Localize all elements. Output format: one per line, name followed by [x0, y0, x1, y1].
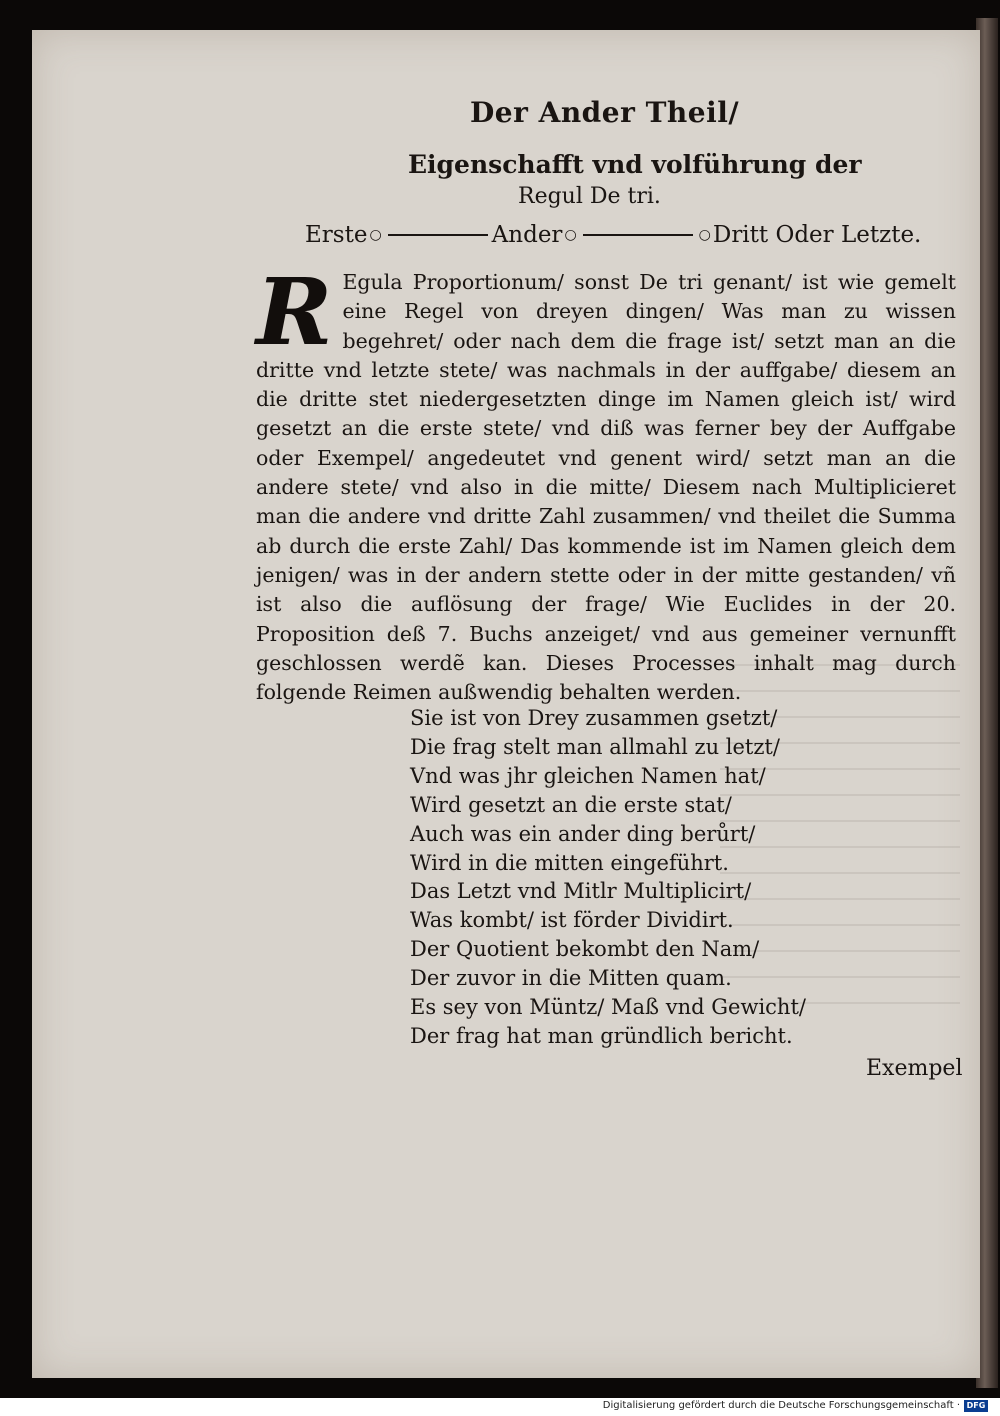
scheme-third: Dritt Oder Letzte.	[712, 222, 922, 248]
verse-line: Der zuvor in die Mitten quam.	[410, 966, 732, 991]
circle-marker-icon: ○	[698, 227, 711, 243]
verse-line: Vnd was jhr gleichen Namen hat/	[410, 763, 766, 788]
body-paragraph	[256, 258, 956, 707]
verse-line: Der Quotient bekombt den Nam/	[410, 937, 760, 962]
verse-line: Wird gesetzt an die erste stat/	[410, 792, 732, 817]
verse-line: Das Letzt vnd Mitlr Multiplicirt/	[410, 879, 752, 904]
body-paragraph-text: Egula Proportionum/ sonst De tri genant/ ist wie gemelt eine Regel von dreyen dingen/ Was man zu wissen begehret/ oder nach dem die frage ist/ setzt man an die dritte vnd letzte stete/ was nachmals in der auffgabe/ diesem an die dritte stet niedergesetzten dinge im Namen gleich ist/ wird gesetzt an die erste stete/ vnd diß was ferner bey der Auffgabe oder Exempel/ angedeutet vnd genent wird/ setzt man an die andere stete/ vnd also in die mitte/ Diesem nach Multiplicieret man die andere vnd dritte Zahl zusammen/ vnd theilet die Summa ab durch die erste Zahl/ Das kommende ist im Namen gleich dem jenigen/ was in der andern stette oder in der mitte gestanden/ vñ ist also die auflösung der frage/ Wie Euclides in der 20. Proposition deß 7. Buchs anzeiget/ vnd aus gemeiner vernunfft geschlossen werdẽ kan. Dieses Processes inhalt mag durch folgende Reimen außwendig behalten werden.	[256, 270, 956, 705]
catchword: Exempel	[866, 1056, 963, 1081]
verse-line: Es sey von Müntz/ Maß vnd Gewicht/	[410, 995, 806, 1020]
verse-line: Sie ist von Drey zusammen gsetzt/	[410, 706, 778, 730]
verse-block	[410, 704, 830, 1051]
verse-line: Die frag stelt man allmahl zu letzt/	[410, 734, 780, 759]
verse-line: Auch was ein ander ding berůrt/	[410, 821, 756, 846]
dfg-logo: DFG	[964, 1400, 988, 1412]
funding-credit: Digitalisierung gefördert durch die Deutsche Forschungsgemeinschaft ·	[602, 1400, 960, 1411]
scheme-connector	[388, 234, 488, 236]
running-header: Der Ander Theil/	[470, 96, 740, 129]
scheme-first: Erste	[305, 222, 368, 248]
verse-line: Was kombt/ ist förder Dividirt.	[410, 908, 734, 933]
circle-marker-icon: ○	[369, 227, 382, 243]
section-title: Eigenschafft vnd volführung der	[408, 150, 862, 179]
rule-scheme	[305, 222, 922, 248]
scheme-second: Ander	[491, 222, 563, 248]
verse-line: Wird in die mitten eingeführt.	[410, 850, 729, 875]
section-subtitle: Regul De tri.	[518, 184, 661, 209]
decorated-initial: R	[256, 258, 333, 366]
circle-marker-icon: ○	[564, 227, 577, 243]
scheme-connector	[583, 234, 693, 236]
verse-line: Der frag hat man gründlich bericht.	[410, 1023, 793, 1048]
